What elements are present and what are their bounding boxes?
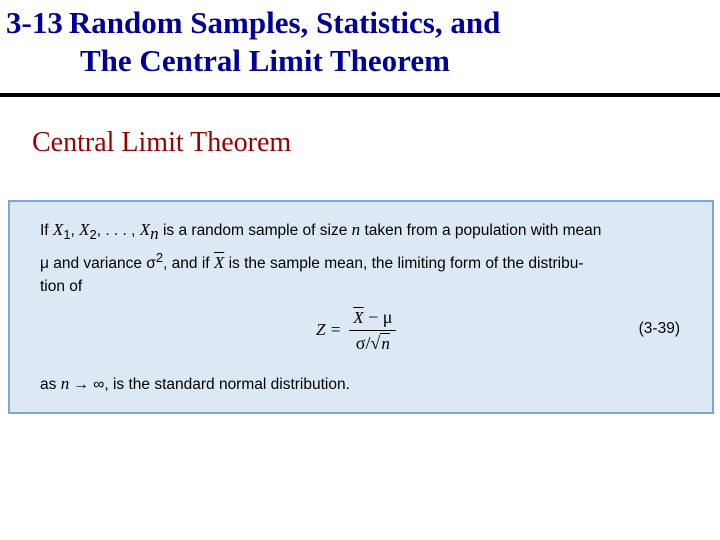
theorem-conclusion [40, 374, 350, 394]
comma: , [70, 222, 80, 239]
theorem-statement [40, 218, 690, 298]
text-standard-normal: → ∞, is the standard normal distribution. [69, 376, 350, 393]
eq-denominator [352, 331, 394, 354]
title-divider [0, 93, 720, 97]
slide-subtitle: Central Limit Theorem [32, 127, 292, 158]
equation-number: (3-39) [638, 320, 680, 337]
theorem-line-3: tion of [40, 278, 83, 296]
text-and-if: , and if [163, 255, 214, 273]
var-xn: X [139, 220, 151, 239]
sub-2: 2 [89, 227, 97, 243]
text-as: as [40, 376, 61, 393]
title-line-2: The Central Limit Theorem [80, 43, 450, 78]
text-if: If [40, 222, 53, 239]
var-n-limit: n [60, 374, 70, 393]
eq-sigma: σ/ [355, 332, 371, 353]
theorem-box [8, 200, 714, 414]
var-n: n [351, 220, 361, 239]
var-x1: X [52, 220, 64, 239]
text-population: taken from a population with mean [360, 222, 602, 239]
eq-numerator [349, 307, 396, 330]
text-mu-variance: μ and variance σ [40, 255, 156, 273]
sqrt-icon: √ [370, 332, 381, 353]
theorem-line-1 [40, 218, 690, 246]
superscript-2: 2 [155, 250, 164, 266]
eq-fraction [349, 307, 396, 354]
title-text-1: Random Samples, Statistics, and [68, 5, 501, 40]
theorem-line-2 [40, 246, 690, 275]
slide-title [6, 4, 706, 80]
title-line-1 [6, 4, 706, 42]
equation [316, 300, 396, 360]
sub-n: n [150, 224, 159, 244]
eq-lhs: Z = [316, 320, 342, 339]
section-number: 3-13 [6, 5, 63, 40]
eq-n: n [381, 333, 390, 353]
text-random-sample: is a random sample of size [158, 222, 352, 239]
sub-1: 1 [63, 227, 71, 243]
text-sample-mean: is the sample mean, the limiting form of the distribu- [224, 255, 584, 273]
eq-xbar: $\overline{X}$ [353, 307, 364, 327]
var-x2: X [79, 220, 90, 239]
ellipsis: , . . . , [96, 222, 140, 239]
eq-minus-mu: − μ [363, 306, 393, 327]
var-xbar: $\overline{X}$ [213, 253, 225, 273]
